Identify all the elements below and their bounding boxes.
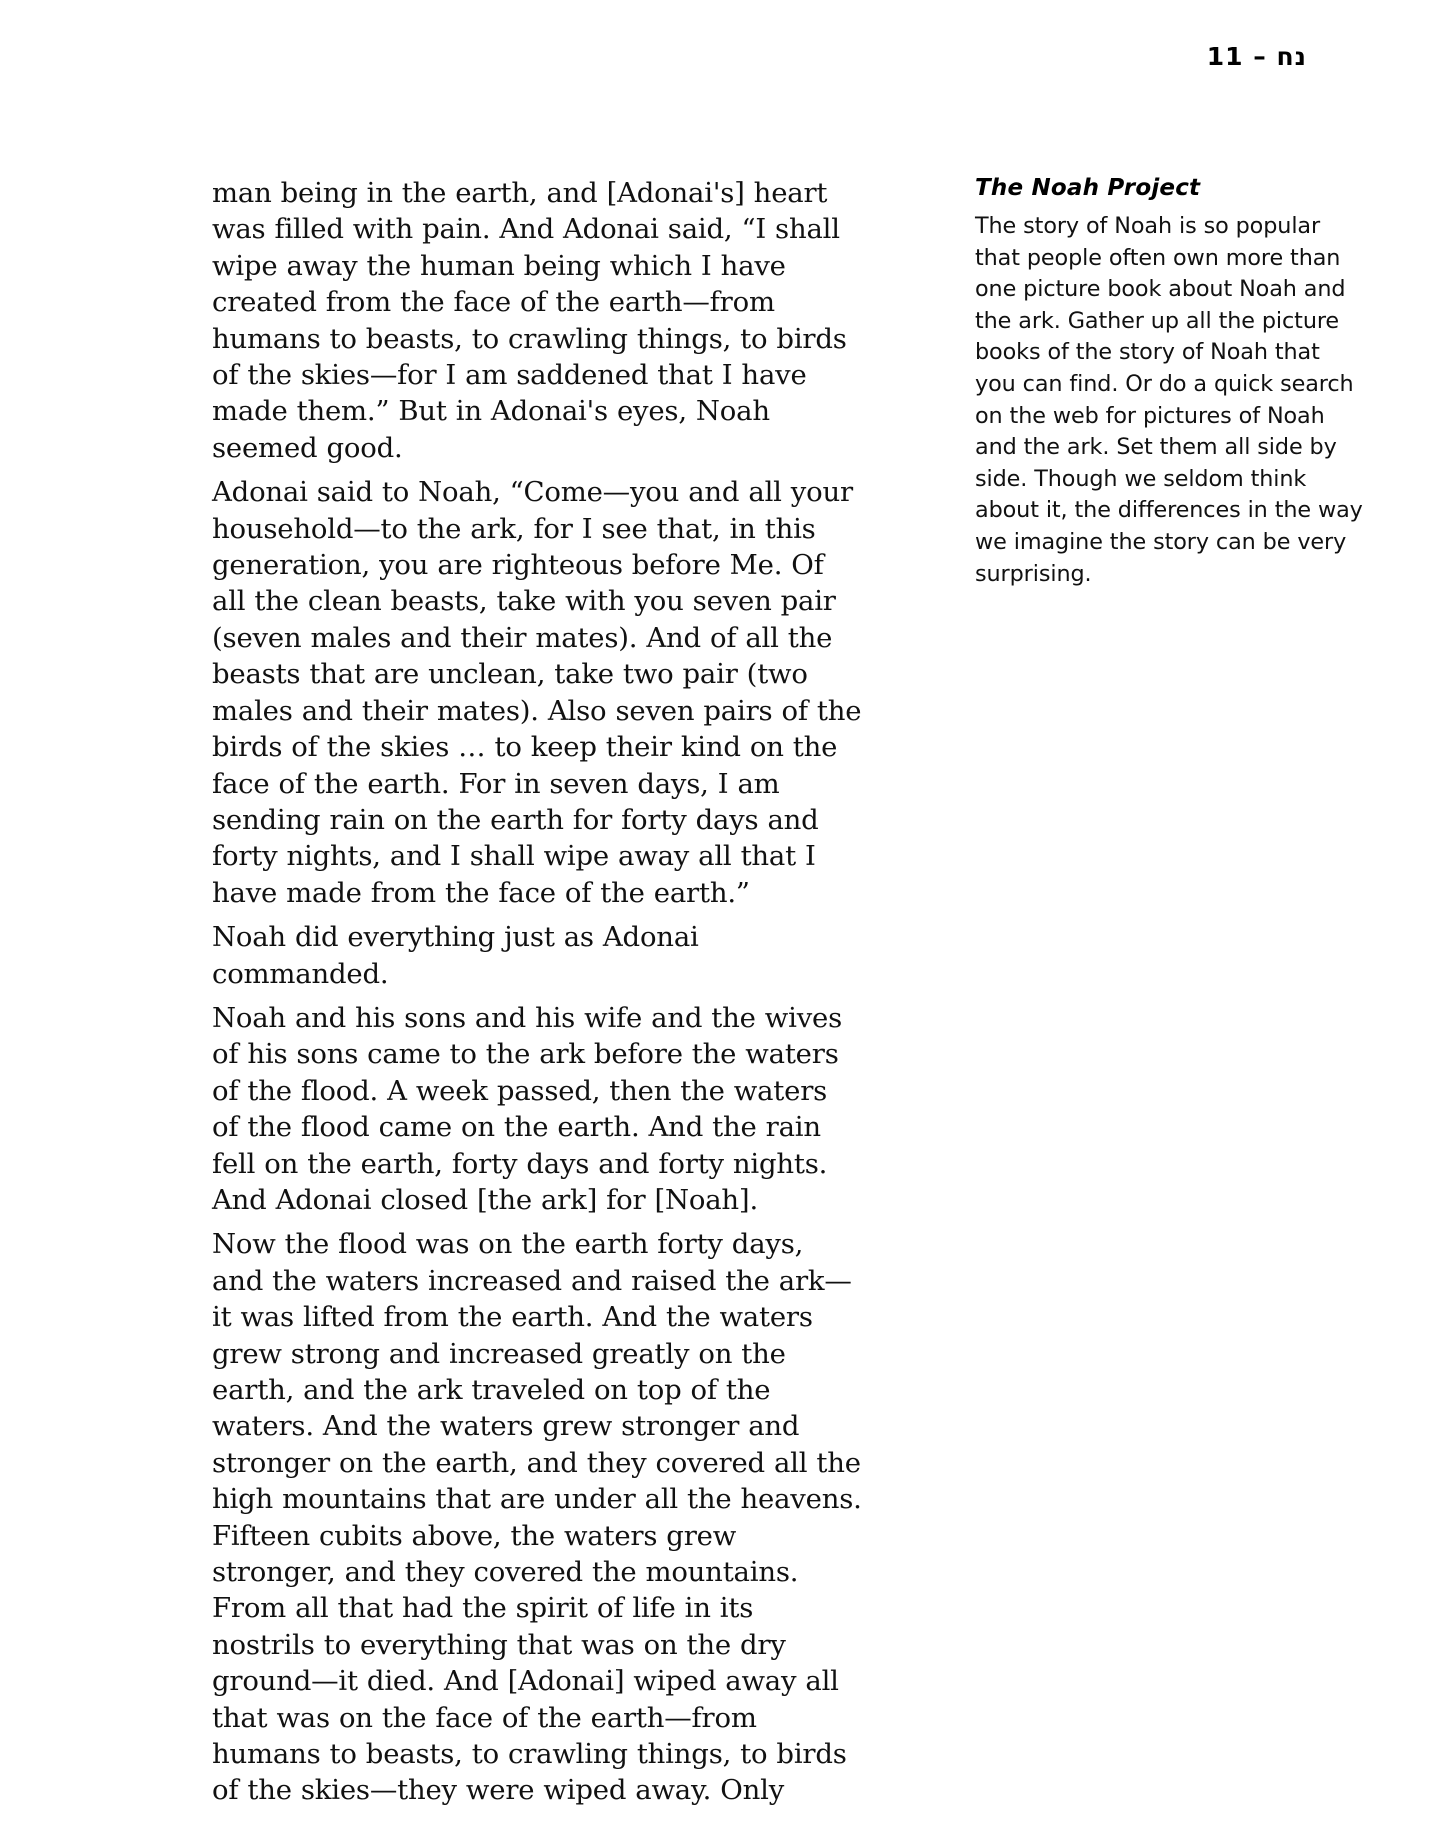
sidebar-column	[975, 175, 1365, 590]
body-paragraph: Adonai said to Noah, “Come—you and all your household—to the ark, for I see that, in this generation, you are righteous before Me. Of all the clean beasts, take with you seven pair (seven males and their mates). And of all the beasts that are unclean, take two pair (two males and their mates). Also seven pairs of the birds of the skies … to keep their kind on the face of the earth. For in seven days, I am sending rain on the earth for forty days and forty nights, and I shall wipe away all that I have made from the face of the earth.”	[212, 476, 862, 909]
body-paragraph: Noah and his sons and his wife and the wives of his sons came to the ark before the waters of the flood. A week passed, then the waters of the flood came on the earth. And the rain fell on the earth, forty days and forty nights. And Adonai closed [the ark] for [Noah].	[212, 1001, 843, 1216]
running-head: נח – 11	[1206, 42, 1307, 71]
column-divider	[952, 178, 953, 1178]
body-paragraph: man being in the earth, and [Adonai's] heart was filled with pain. And Adonai said, “I shall wipe away the human being which I have created from the face of the earth—from humans to beasts, to crawling things, to birds of the skies—for I am saddened that I have made them.” But in Adonai's eyes, Noah seemed good.	[212, 177, 847, 464]
sidebar-title: The Noah Project	[975, 175, 1201, 201]
body-paragraph: Noah did everything just as Adonai commanded.	[212, 921, 699, 990]
sidebar-paragraph: The story of Noah is so popular that people often own more than one picture book about Noah and the ark. Gather up all the picture books of the story of Noah that you can find. Or do a quick search on the web for pictures of Noah and the ark. Set them all side by side. Though we seldom think about it, the differences in the way we imagine the story can be very surprising.	[975, 213, 1363, 587]
main-text-column	[212, 175, 862, 1817]
body-paragraph: Now the flood was on the earth forty days, and the waters increased and raised the ark—it was lifted from the earth. And the waters grew strong and increased greatly on the earth, and the ark traveled on top of the waters. And the waters grew stronger and stronger on the earth, and they covered all the high mountains that are under all the heavens. Fifteen cubits above, the waters grew stronger, and they covered the mountains. From all that had the spirit of life in its nostrils to everything that was on the dry ground—it died. And [Adonai] wiped away all that was on the face of the earth—from humans to beasts, to crawling things, to birds of the skies—they were wiped away. Only	[212, 1228, 862, 1807]
